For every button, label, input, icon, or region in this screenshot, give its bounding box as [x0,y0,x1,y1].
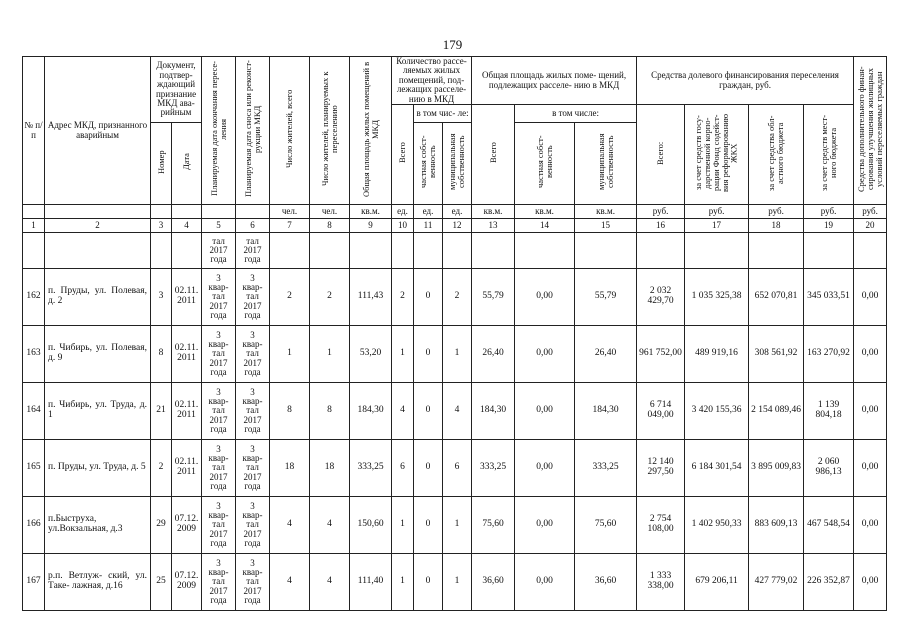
header-row-number: № п/п [23,57,45,205]
column-index-row: 1 2 3 4 5 6 7 8 9 10 11 12 13 14 15 16 17 18 19 20 [23,219,887,233]
header-residents-to-resettle: Число жителей, планируемых к переселению [319,72,339,187]
header-document-group: Документ, подтвер- ждающий признание МКД ава- рийным [151,57,202,123]
header-local-budget: за счет средств мест- ного бюджета [818,115,838,192]
table-row: 162 п. Пруды, ул. Полевая, д. 2 3 02.11. 2011 3 квар- тал 2017 года 3 квар- тал 2017 года 2 2 111,43 2 0 2 55,79 0,00 55,79 2 032 429,70 1 035 325,38 652 070,81 345 033,51 0,00 [23,269,887,326]
header-units-private: частная собст- венность [418,136,438,189]
table-row: 167 р.п. Ветлуж- ский, ул. Таке- лажная, д.16 25 07.12. 2009 3 квар- тал 2017 года 3 квар- тал 2017 года 4 4 111,40 1 0 1 36,60 0,00 36,60 1 333 338,00 679 206,11 427 779,02 226 352,87 0,00 [23,554,887,611]
header-area-private: частная собст- венность [534,136,554,189]
header-fund-financing: за счет средств госу- дарственной корпо- рации Фонд содейст- вия реформированию ЖКХ [693,114,739,193]
header-financing-total: Всего: [655,141,666,166]
header-resettlement-end-date: Планируемая дата окончания пересе- ления [208,61,228,197]
header-demolition-date: Планируемая дата сноса или реконст- рукции МКД [242,60,262,198]
header-units-group: Количество рассе- ляемых жилых помещений, под- лежащих расселе- нию в МКД [392,57,472,105]
table-row: 164 п. Чибирь, ул. Труда, д. 1 21 02.11. 2011 3 квар- тал 2017 года 3 квар- тал 2017 года 8 8 184,30 4 0 4 184,30 0,00 184,30 6 714 049,00 3 420 155,36 2 154 089,46 1 139 804,18 0,00 [23,383,887,440]
header-area-including: в том числе: [515,105,637,123]
header-area-group: Общая площадь жилых поме- щений, подлежащих расселе- нию в МКД [472,57,637,105]
header-units-including: в том чис- ле: [414,105,472,123]
header-doc-number: Номер [155,150,166,175]
table-row: 165 п. Пруды, ул. Труда, д. 5 2 02.11. 2011 3 квар- тал 2017 года 3 квар- тал 2017 года 18 18 333,25 6 0 6 333,25 0,00 333,25 12 140 297,50 6 184 301,54 3 895 009,83 2 060 986,13 0,00 [23,440,887,497]
continuation-row [23,233,887,269]
header-area-total: Всего [487,143,498,164]
header-units-total: Всего [397,143,408,164]
header-residents-total: Число жителей, всего [284,90,295,169]
header-area-municipal: муниципальная собственность [595,134,615,191]
continuation-demolition-date: тал 2017 года [236,233,270,269]
table-row: 163 п. Чибирь, ул. Полевая, д. 9 8 02.11. 2011 3 квар- тал 2017 года 3 квар- тал 2017 года 1 1 53,20 1 0 1 26,40 0,00 26,40 961 752,00 489 919,16 308 561,92 163 270,92 0,00 [23,326,887,383]
page-number: 179 [442,37,463,52]
header-address: Адрес МКД, признанного аварийным [45,57,151,205]
header-building-area: Общая площадь жилых помещений в МКД [360,61,380,197]
header-regional-budget: за счет средства обл- астного бюджета [766,115,786,192]
header-extra-financing: Средства дополнительного финан- сирования улучшения жилищных условий переселяемых граждан [855,66,884,193]
table-row: 166 п.Быструха, ул.Вокзальная, д.3 29 07.12. 2009 3 квар- тал 2017 года 3 квар- тал 2017 года 4 4 150,60 1 0 1 75,60 0,00 75,60 2 754 108,00 1 402 950,33 883 609,13 467 548,54 0,00 [23,497,887,554]
header-units-municipal: муниципальная собственность [447,134,467,191]
header-doc-date: Дата [181,154,192,171]
resettlement-table [22,56,887,611]
header-financing-group: Средства долевого финансирования переселения граждан, руб. [637,57,854,105]
continuation-resettlement-date: тал 2017 года [202,233,236,269]
units-row: чел. чел. кв.м. ед. ед. ед. кв.м. кв.м. кв.м. руб. руб. руб. руб. руб. [23,205,887,219]
